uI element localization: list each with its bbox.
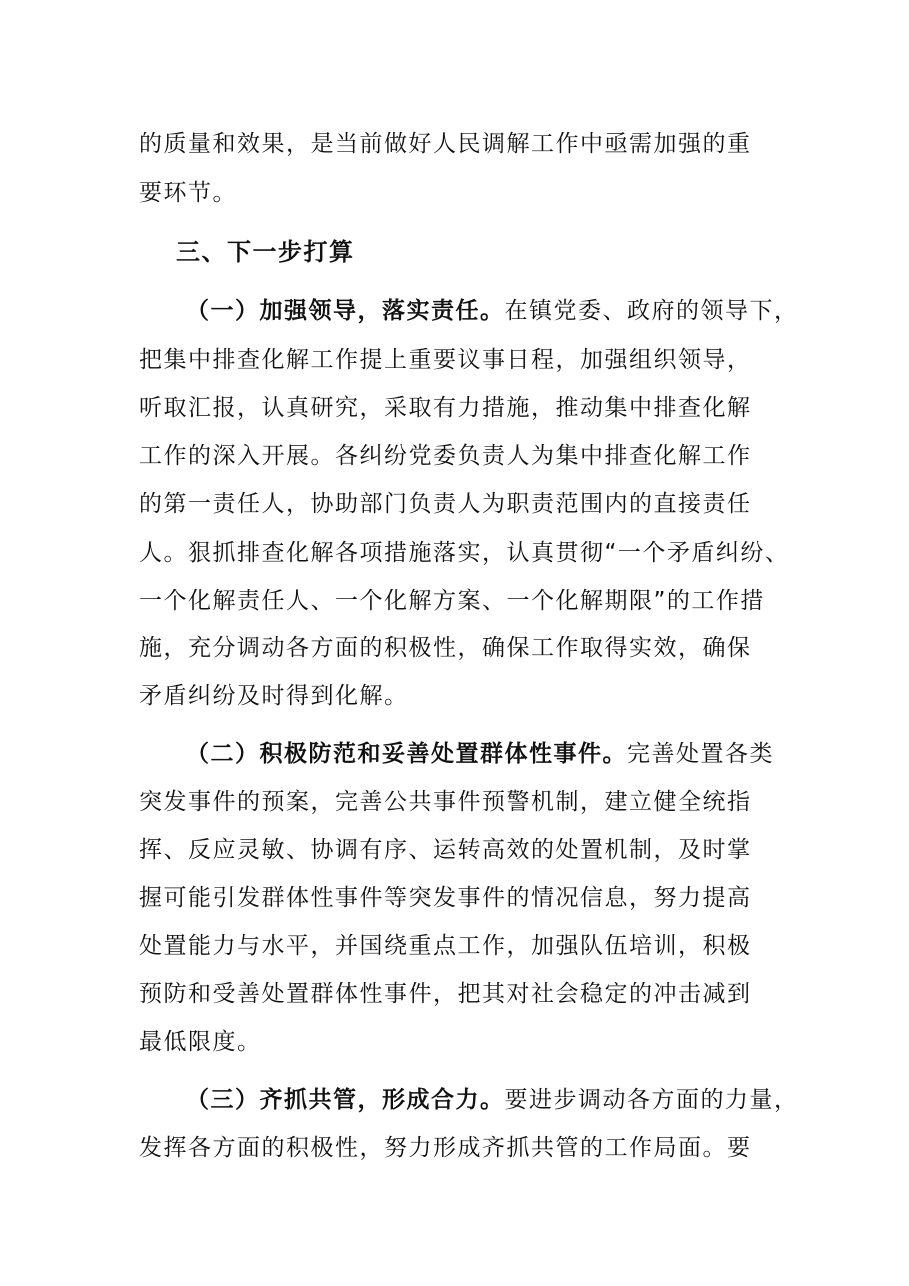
paragraph-lead: （一）加强领导，落实责任。 [186, 298, 505, 324]
text-line: 要环节。 [139, 180, 237, 206]
text-line: 挥、反应灵敏、协调有序、运转高效的处置机制，及时掌 [139, 837, 752, 863]
text-line: 一个化解责任人、一个化解方案、一个化解期限”的工作措 [139, 588, 765, 614]
text-line: 的第一责任人，协助部门负责人为职责范围内的直接责任 [139, 491, 752, 517]
text-line: 施，充分调动各方面的积极性，确保工作取得实效，确保 [139, 635, 752, 661]
text-line: 听取汇报，认真研究，采取有力措施，推动集中排查化解 [139, 395, 752, 421]
paragraph-first-line [186, 739, 826, 769]
paragraph-lead: （二）积极防范和妥善处置群体性事件。 [186, 741, 627, 767]
paragraph-first-line [186, 1085, 826, 1115]
paragraph-text: 在镇党委、政府的领导下， [504, 298, 799, 324]
text-line: 的质量和效果，是当前做好人民调解工作中亟需加强的重 [139, 131, 752, 157]
text-line: 握可能引发群体性事件等突发事件的情况信息，努力提高 [139, 885, 752, 911]
text-line: 处置能力与水平，并国绕重点工作，加强队伍培训，积极 [139, 933, 752, 959]
text-line: 突发事件的预案，完善公共事件预警机制，建立健全统指 [139, 789, 752, 815]
paragraph-lead: （三）齐抓共管，形成合力。 [186, 1087, 505, 1113]
paragraph-first-line [186, 296, 826, 326]
text-line: 把集中排查化解工作提上重要议事日程，加强组织领导， [139, 347, 752, 373]
section-heading: 三、下一步打算 [176, 238, 355, 266]
paragraph-text: 要进步调动各方面的力量， [504, 1087, 799, 1113]
text-line: 工作的深入开展。各纠纷党委负责人为集中排查化解工作 [139, 443, 752, 469]
text-line: 最低限度。 [139, 1029, 262, 1055]
text-line: 矛盾纠纷及时得到化解。 [139, 683, 409, 709]
text-line: 发挥各方面的积极性，努力形成齐抓共管的工作局面。要 [139, 1135, 752, 1161]
text-line: 预防和受善处置群体性事件，把其对社会稳定的冲击减到 [139, 981, 752, 1007]
text-line: 人。狠抓排查化解各项措施落实，认真贯彻“一个矛盾纠纷、 [139, 540, 790, 566]
paragraph-text: 完善处置各类 [627, 741, 774, 767]
